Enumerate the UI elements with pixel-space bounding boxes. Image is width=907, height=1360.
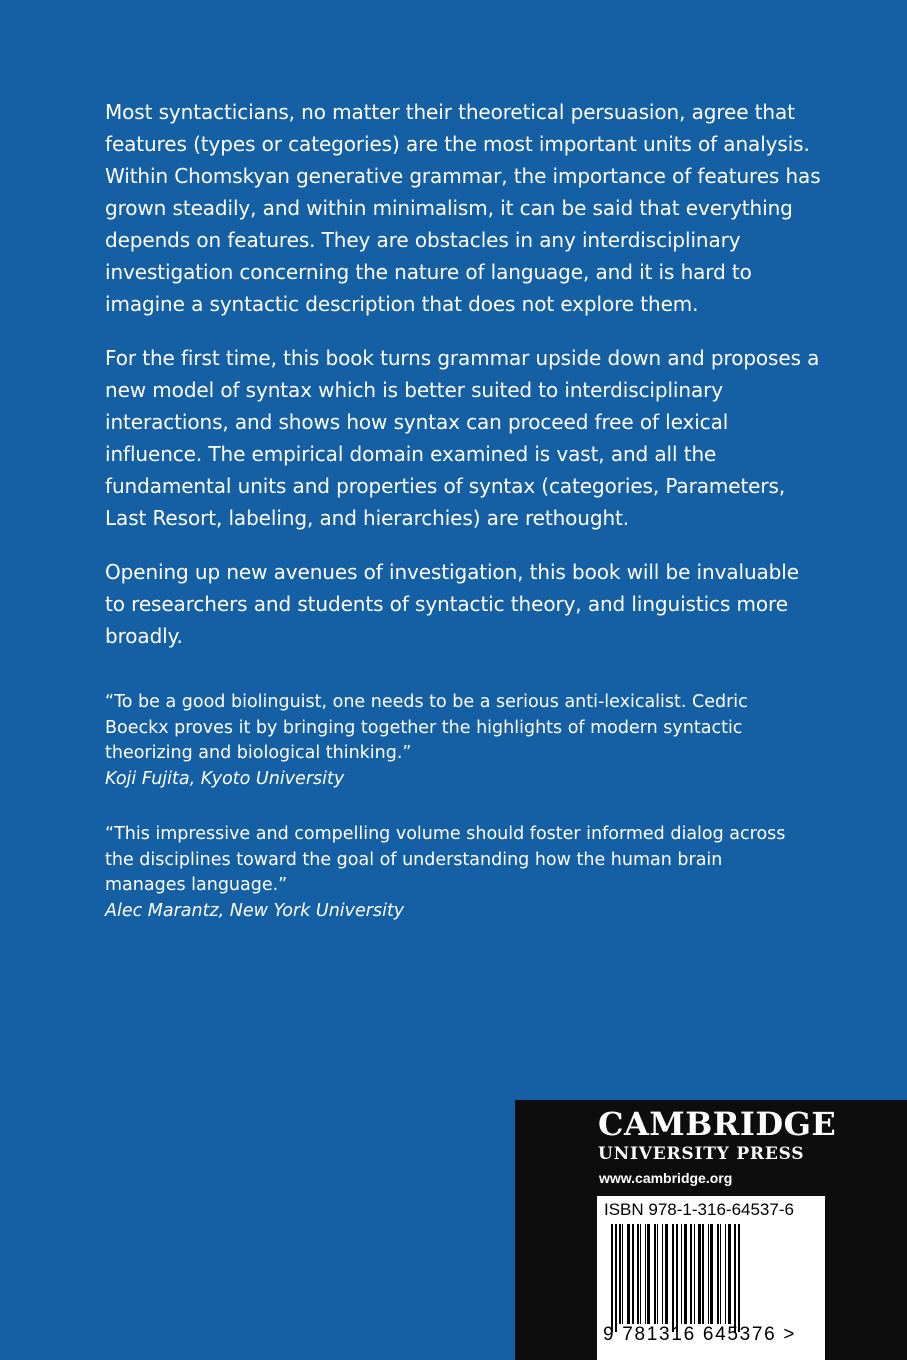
barcode-bar [657,1224,658,1324]
barcode-box [597,1196,825,1360]
barcode-bar [611,1224,613,1332]
publisher-url: www.cambridge.org [599,1170,733,1186]
barcode-bar [637,1224,639,1324]
barcode-bar [640,1224,641,1324]
barcode-bar [619,1224,621,1324]
back-cover-blurb [105,96,825,674]
barcode-bar [676,1224,678,1332]
barcode-bar [654,1224,656,1324]
barcode-bar [665,1224,668,1324]
barcode-bar [627,1224,630,1324]
barcode-bar [708,1224,709,1324]
barcode-bar [720,1224,721,1324]
barcode-bar [662,1224,663,1324]
publisher-panel [515,1100,907,1360]
endorsement-quote [105,822,805,924]
quote-text: “To be a good biolinguist, one needs to be a serious anti-lexicalist. Cedric Boeckx proves it by bringing together the highlights of modern syntactic theorizing and biological thinking.” [105,692,748,763]
barcode-bar [672,1224,674,1332]
barcode-bar [725,1224,726,1324]
publisher-name-bottom: UNIVERSITY PRESS [598,1144,805,1164]
barcode-bar [647,1224,650,1324]
quote-attribution: Koji Fujita, Kyoto University [105,768,345,789]
barcode-digits: 9 781316 645376 > [603,1324,797,1345]
barcode-bar [694,1224,695,1324]
blurb-paragraph: Opening up new avenues of investigation, this book will be invaluable to researchers and students of syntactic theory, and linguistics more broadly. [105,560,799,648]
barcode-bar [690,1224,692,1324]
endorsement-quote [105,690,805,792]
barcode-bar [632,1224,634,1324]
blurb-paragraph: For the first time, this book turns grammar upside down and proposes a new model of syntax which is better suited to interdisciplinary interactions, and shows how syntax can proceed free of lexical influence. The empirical domain examined is vast, and all the fundamental units and properties of syntax (categories, Parameters, Last Resort, labeling, and hierarchies) are rethought. [105,346,820,530]
barcode-bar [684,1224,687,1324]
blurb-paragraph: Most syntacticians, no matter their theoretical persuasion, agree that features (types or categories) are the most important units of analysis. Within Chomskyan generative grammar, the importance of features has grown steadily, and within minimalism, it can be said that everything depends on features. They are obstacles in any interdisciplinary investigation concerning the nature of language, and it is hard to imagine a syntactic description that does not explore them. [105,100,821,316]
publisher-logo [598,1104,838,1164]
endorsements [105,690,805,954]
quote-text: “This impressive and compelling volume should foster informed dialog across the disciplines toward the goal of understanding how the human brain manages language.” [105,824,786,895]
isbn-label: ISBN 978-1-316-64537-6 [604,1200,794,1219]
barcode-bar [698,1224,701,1324]
barcode-bar [622,1224,623,1324]
barcode-bar [728,1224,731,1324]
publisher-name-top: CAMBRIDGE [598,1105,837,1143]
quote-attribution: Alec Marantz, New York University [105,900,405,921]
barcode-bar [681,1224,682,1324]
barcode-bar [702,1224,704,1324]
barcode-bar [738,1224,740,1332]
barcode-bar [710,1224,713,1324]
barcode-bar [717,1224,719,1324]
barcode-bar [645,1224,646,1324]
barcode-bar [734,1224,736,1332]
barcode-bar [615,1224,617,1332]
